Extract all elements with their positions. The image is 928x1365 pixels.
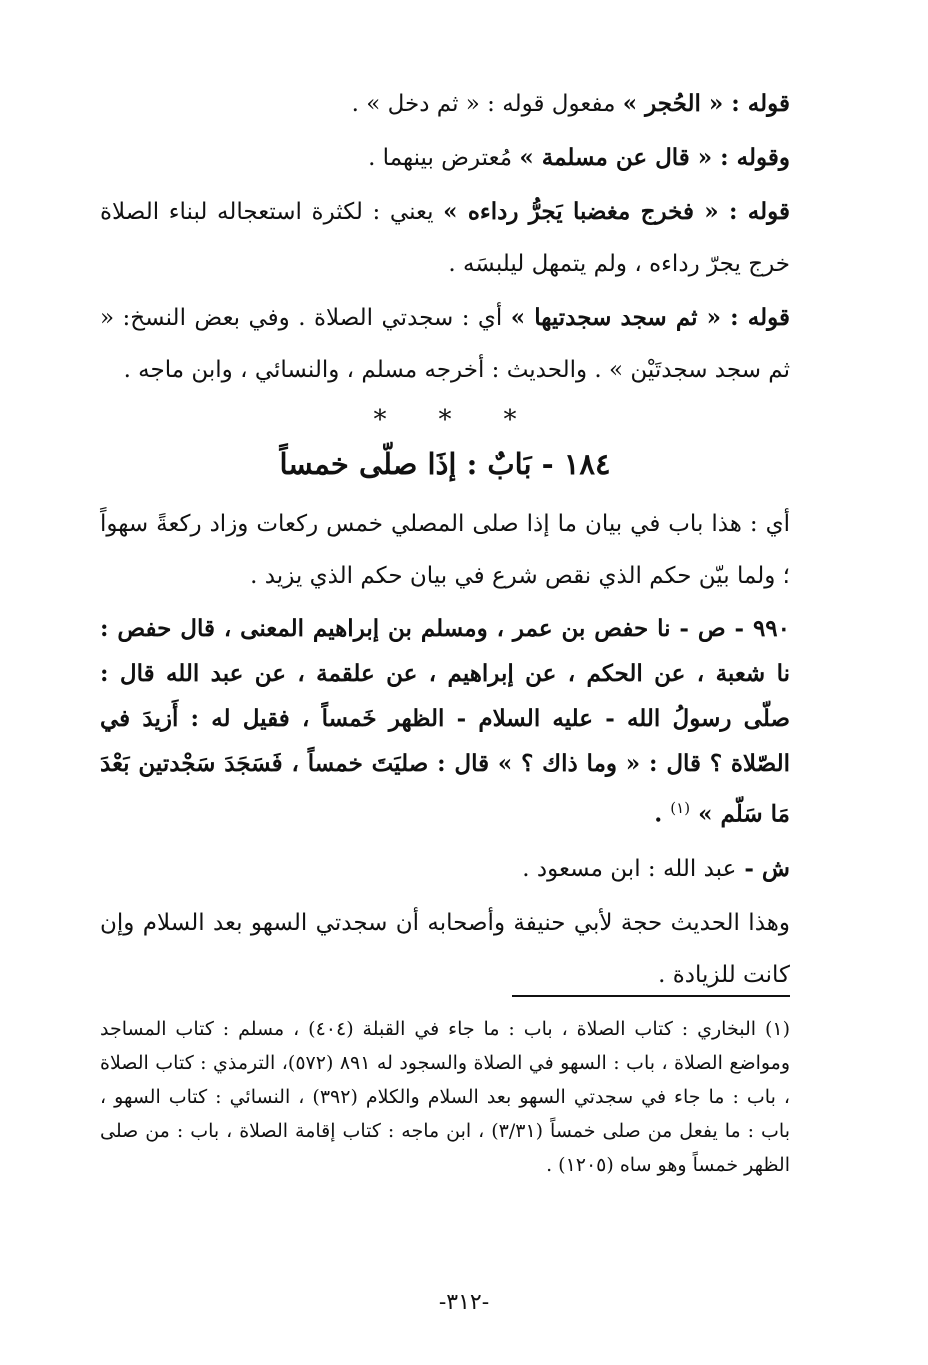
- quoted-phrase: قوله : « الحُجر »: [622, 90, 790, 117]
- page-body: [100, 78, 790, 1003]
- quoted-phrase: وقوله : « قال عن مسلمة »: [519, 144, 790, 171]
- section-separator: [100, 400, 790, 440]
- footnote-ref: (١): [670, 799, 691, 817]
- quoted-phrase: قوله : « ثم سجد سجدتيها »: [510, 304, 790, 331]
- sharh-paragraph: [100, 843, 790, 895]
- chapter-title: ١٨٤ - بَابٌ : إذَا صلّى خمساً: [279, 447, 611, 481]
- asterisk-ornament: *: [503, 405, 517, 435]
- footnote-1: (١) البخاري : كتاب الصلاة ، باب : ما جاء في القبلة (٤٠٤) ، مسلم : كتاب المساجد ومواضع الصلاة ، باب : السهو في الصلاة والسجود له ٨٩١ (٥٧٢)، الترمذي : كتاب الصلاة ، باب : ما جاء في سجدتي السهو بعد السلام والكلام (٣٩٢) ، النسائي : كتاب السهو ، باب : ما يفعل من صلى خمساً (٣/٣١) ، ابن ماجه : كتاب إقامة الصلاة ، باب : من صلى الظهر خمساً وهو ساه (١٢٠٥) .: [100, 1018, 791, 1176]
- chapter-intro: أي : هذا باب في بيان ما إذا صلى المصلي خمس ركعات وزاد ركعةً سهواً ؛ ولما بيّن حكم الذي نقص شرع في بيان حكم الذي يزيد .: [100, 511, 790, 589]
- footnote-divider: [512, 995, 790, 997]
- hadith-body: ٩٩٠ - ص - نا حفص بن عمر ، ومسلم بن إبراهيم المعنى ، قال حفص : نا شعبة ، عن الحكم ، عن إبراهيم ، عن علقمة ، عن عبد الله قال : صلّى رسولُ الله - عليه السلام - الظهر خَمساً ، فقيل له : أَزيدَ في الصّلاة ؟ قال : « وما ذاك ؟ » قال : صليَتَ خمساً ، فَسَجَدَ سَجْدتين بَعْدَ مَا سَلّم »: [100, 615, 790, 828]
- sharh-marker: ش -: [736, 854, 790, 882]
- commentary-text: أي : سجدتي الصلاة . وفي بعض النسخ: « ثم سجد سجدتَيْن » . والحديث : أخرجه مسلم ، والنسائي ، وابن ماجه .: [100, 305, 790, 383]
- commentary-paragraph-4: [100, 292, 790, 396]
- commentary-paragraph-1: [100, 78, 790, 130]
- commentary-paragraph-3: [100, 186, 790, 290]
- asterisk-ornament: *: [373, 405, 387, 435]
- commentary-text: مفعول قوله : « ثم دخل » .: [351, 91, 623, 117]
- hadith-end: .: [654, 800, 671, 828]
- commentary-text: يعني : لكثرة استعجاله لبناء الصلاة خرج يجرّ رداءه ، ولم يتمهل ليلبسَه .: [100, 199, 790, 277]
- quoted-phrase: قوله : « فخرج مغضبا يَجرُّ رداءه »: [443, 198, 790, 225]
- page-number: -٣١٢-: [438, 1290, 490, 1315]
- conclusion-paragraph: وهذا الحديث حجة لأبي حنيفة وأصحابه أن سجدتي السهو بعد السلام وإن كانت للزيادة .: [100, 909, 790, 988]
- footnotes: [100, 1012, 790, 1182]
- commentary-paragraph-2: [100, 132, 790, 184]
- asterisk-ornament: *: [438, 405, 452, 435]
- commentary-text: مُعترض بينهما .: [368, 145, 520, 171]
- hadith-text: [100, 606, 790, 837]
- sharh-text: عبد الله : ابن مسعود .: [522, 855, 737, 882]
